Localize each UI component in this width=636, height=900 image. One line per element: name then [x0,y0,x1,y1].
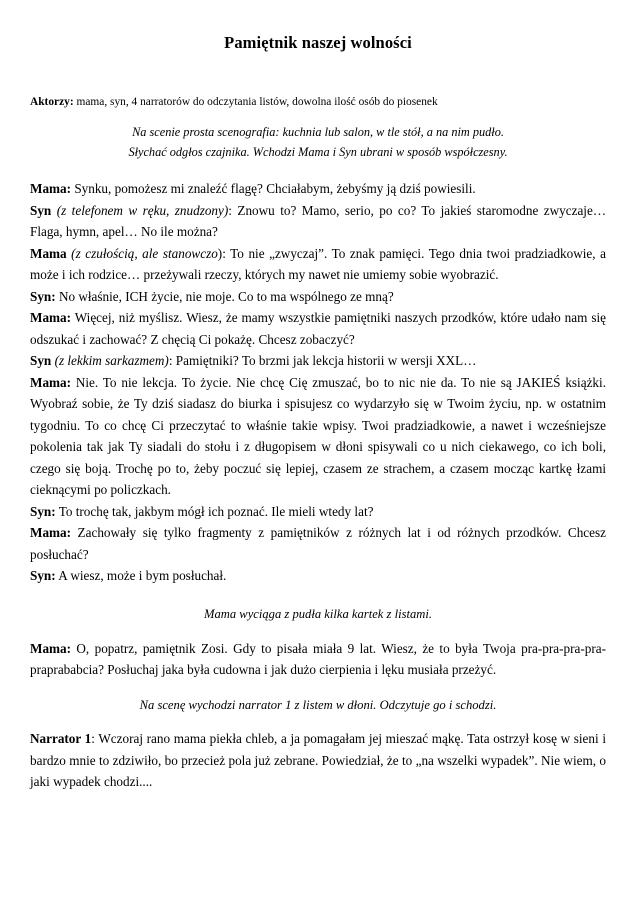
dialogue-line [30,307,606,350]
speaker-name: Syn: [30,288,56,304]
cast-value: mama, syn, 4 narratorów do odczytania listów, dowolna ilość osób do piosenek [73,95,438,108]
dialogue-line [30,522,606,565]
speaker-name: Mama: [30,374,72,390]
cast-label: Aktorzy: [30,95,74,108]
speaker-name: Mama: [30,640,72,656]
speech-text: Zachowały się tylko fragmenty z pamiętników z różnych lat i od różnych przodków. Chcesz posłuchać? [30,525,606,562]
dialogue-line [30,286,606,308]
speaker-name: Syn: [30,568,56,584]
dialogue-line [30,163,606,200]
stage-direction-pudla: Mama wyciąga z pudła kilka kartek z listami. [203,606,433,621]
stage-direction-inline: (z telefonem w ręku, znudzony) [51,202,229,218]
speaker-name: Syn: [30,503,56,519]
dialogue-line [30,638,606,681]
speech-text: : Znowu to? Mamo, serio, po co? To jakieś staromodne zwyczaje… Flaga, hymn, apel… No ile można? [30,202,607,240]
dialogue-line [30,501,606,523]
narrator-line [30,728,606,793]
speech-text: O, popatrz, pamiętnik Zosi. Gdy to pisała miała 9 lat. Wiesz, że to była Twoja pra-pra-pra-pra-praprababcia? Posłuchaj jaka była cudowna i jak dużo cierpienia i lęku musiała przeżyć. [30,640,606,678]
speech-text: ): To nie „zwyczaj”. To znak pamięci. Tego dnia twoi pradziadkowie, a może i ich rodzice… przeżywali rzeczy, których my nawet nie umiemy sobie wyobrazić. [30,245,606,283]
narrator-text: : Wczoraj rano mama piekła chleb, a ja pomagałam jej mieszać mąkę. Tata ostrzył kosę w sieni i bardzo mnie to zdziwiło, bo przecież pola już zebrane. Powiedział, że to „na wszelki wypadek”. Nie wiem, o jaki wypadek chodzi.... [30,731,606,790]
speaker-name: Mama: [30,310,72,326]
stage-direction-inline: (z czułością, ale stanowczo [66,245,218,261]
speaker-name: Mama [30,245,67,261]
stage-direction-inline: (z lekkim sarkazmem) [51,353,169,369]
dialogue-line [30,372,606,501]
speaker-name: Mama: [30,525,72,541]
dialogue-line [30,350,606,372]
page-title: Pamiętnik naszej wolności [224,33,412,52]
speech-text: : Pamiętniki? To brzmi jak lekcja historii w wersji XXL… [168,353,477,369]
dialogue-line [30,243,606,286]
narrator-name: Narrator 1 [30,731,92,747]
speech-text: A wiesz, może i bym posłuchał. [55,568,227,584]
dialogue-line [30,565,606,587]
speaker-name: Syn [30,353,52,369]
dialogue-line [30,200,606,243]
cast-list [30,53,606,110]
stage-direction-opening [30,110,606,163]
speech-text: Nie. To nie lekcja. To życie. Nie chcę Cię zmuszać, bo to nic nie da. To nie są JAKIEŚ książki. Wyobraź sobie, że Ty dziś siadasz do biurka i spisujesz co wydarzyło się w Twoim życiu, np. w ostatnim tygodniu. To co chcę Ci przeczytać to właśnie takie wpisy. Twoi pradziadkowie, a nawet i wcześniejsze pokolenia tak jak Ty siadali do stołu i z długopisem w dłoni spisywali co u nich ciekawego, co ich boli, czego się boją. Trochę po to, żeby poczuć się lepiej, czasem ze strachem, a czasem mocząc kartkę łzami cieknącymi po policzkach. [30,374,606,498]
speaker-name: Mama: [30,181,72,196]
stage-direction-line-2: Słychać odgłos czajnika. Wchodzi Mama i Syn ubrani w sposób współczesny. [128,145,508,160]
speech-text: To trochę tak, jakbym mógł ich poznać. Ile mieli wtedy lat? [55,503,374,519]
speech-text: No właśnie, ICH życie, nie moje. Co to ma wspólnego ze mną? [55,288,394,304]
stage-direction-narrator: Na scenę wychodzi narrator 1 z listem w dłoni. Odczytuje go i schodzi. [139,697,497,712]
speaker-name: Syn [30,202,52,218]
speech-text: Synku, pomożesz mi znaleźć flagę? Chciałabym, żebyśmy ją dziś powiesili. [71,181,476,196]
stage-direction-line-1: Na scenie prosta scenografia: kuchnia lub salon, w tle stół, a na nim pudło. [132,125,504,140]
speech-text: Więcej, niż myślisz. Wiesz, że mamy wszystkie pamiętniki naszych przodków, które udało nam się odszukać i zachować? Z chęcią Ci pokażę. Chcesz zobaczyć? [30,310,606,347]
